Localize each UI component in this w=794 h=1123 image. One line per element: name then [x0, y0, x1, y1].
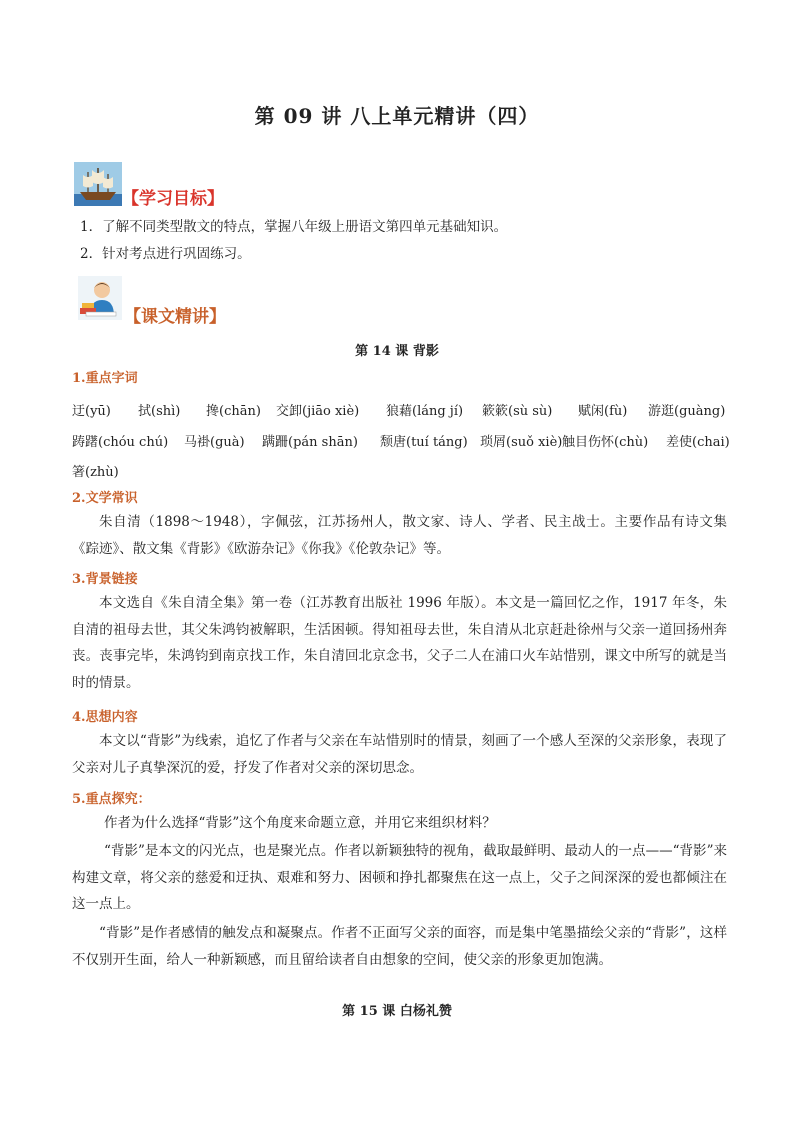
exploration-question: 作者为什么选择“背影”这个角度来命题立意，并用它来组织材料？: [104, 815, 496, 831]
subheading-key-exploration: 5.重点探究：: [72, 792, 151, 807]
section-heading-lessons: 【课文精讲】: [124, 307, 226, 327]
vocab-item: 颓唐(tuí táng): [380, 435, 468, 450]
paragraph-background: 本文选自《朱自清全集》第一卷（江苏教育出版社 1996 年版）。本文是一篇回忆之作，1917 年冬，朱自清的祖母去世，其父朱鸿钧被解职，生活困顿。得知祖母去世，朱自清从北京赶赴徐州与父亲一道回扬州奔丧。丧事完毕，朱鸿钧到南京找工作，朱自清回北京念书，父子二人在浦口火车站惜别，课文中所写的就是当时的情景。: [72, 595, 727, 691]
vocab-item: 交卸(jiāo xiè): [276, 404, 360, 419]
paragraph-theme: 本文以“背影”为线索，追忆了作者与父亲在车站惜别时的情景，刻画了一个感人至深的父亲形象，表现了父亲对儿子真挚深沉的爱，抒发了作者对父亲的深切思念。: [72, 733, 727, 776]
subheading-background: 3.背景链接: [72, 572, 138, 587]
lesson-14-title: 第 14 课 背影: [355, 344, 439, 359]
ship-icon: [74, 162, 122, 206]
vocab-item: 拭(shì): [138, 404, 181, 419]
vocab-item: 搀(chān): [206, 404, 261, 419]
vocab-item: 踌躇(chóu chú): [72, 435, 169, 450]
subheading-theme: 4.思想内容: [72, 710, 138, 725]
lesson-15-title: 第 15 课 白杨礼赞: [342, 1004, 452, 1019]
page-title: 第 09 讲 八上单元精讲（四）: [254, 104, 540, 128]
vocab-item: 箸(zhù): [72, 465, 119, 480]
vocab-item: 差使(chai): [666, 435, 730, 450]
vocab-item: 触目伤怀(chù): [562, 435, 649, 450]
section-heading-goals: 【学习目标】: [122, 189, 224, 209]
exploration-answer: “背影”是作者感情的触发点和凝聚点。作者不正面写父亲的面容，而是集中笔墨描绘父亲的“背影”，这样不仅别开生面，给人一种新颖感，而且留给读者自由想象的空间，使父亲的形象更加饱满。: [72, 925, 727, 968]
vocab-item: 游逛(guàng): [648, 404, 726, 419]
vocab-item: 簌簌(sù sù): [482, 404, 553, 419]
vocab-item: 迂(yū): [72, 404, 111, 419]
subheading-literary-knowledge: 2.文学常识: [72, 491, 138, 506]
exploration-answer: “背影”是本文的闪光点，也是聚光点。作者以新颖独特的视角，截取最鲜明、最动人的一点——“背影”来构建文章，将父亲的慈爱和迂执、艰难和努力、困顿和挣扎都聚焦在这一点上，父子之间深深的爱也都倾注在这一点上。: [72, 843, 727, 912]
vocab-item: 狼藉(láng jí): [386, 404, 464, 419]
vocab-item: 赋闲(fù): [578, 404, 628, 419]
goal-item: 2．针对考点进行巩固练习。: [80, 246, 251, 262]
vocab-item: 马褂(guà): [184, 435, 245, 450]
student-studying-icon: [78, 276, 122, 320]
paragraph-literary-knowledge: 朱自清（1898～1948），字佩弦，江苏扬州人，散文家、诗人、学者、民主战士。主要作品有诗文集《踪迹》、散文集《背影》《欧游杂记》《你我》《伦敦杂记》等。: [72, 514, 727, 557]
subheading-key-words: 1.重点字词: [72, 371, 138, 386]
goal-item: 1．了解不同类型散文的特点，掌握八年级上册语文第四单元基础知识。: [80, 219, 508, 235]
vocab-item: 琐屑(suǒ xiè): [480, 435, 563, 450]
vocab-item: 蹒跚(pán shān): [262, 435, 358, 450]
